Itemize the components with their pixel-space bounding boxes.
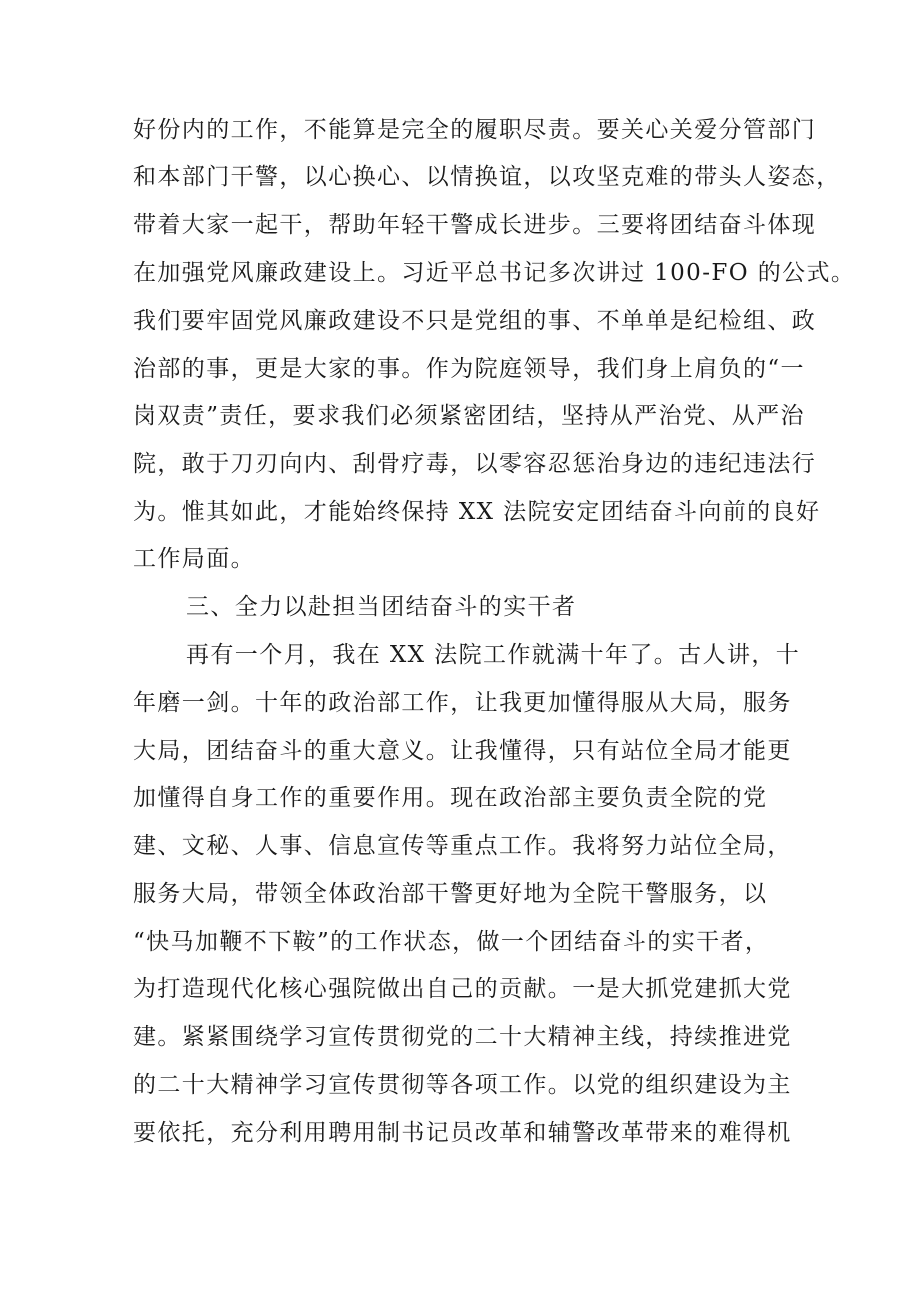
text-line: 和本部门干警，以心换心、以情换谊，以攻坚克难的带头人姿态， — [133, 164, 841, 190]
text-line: 在加强党风廉政建设上。习近平总书记多次讲过 100-FO 的公式。 — [133, 260, 856, 286]
text-line: 服务大局，带领全体政治部干警更好地为全院干警服务，以 — [133, 881, 768, 907]
text-line: “快马加鞭不下鞍”的工作状态，做一个团结奋斗的实干者， — [133, 929, 770, 955]
text-line: 大局，团结奋斗的重大意义。让我懂得，只有站位全局才能更 — [133, 738, 792, 764]
text-line: 工作局面。 — [133, 546, 255, 572]
text-line: 岗双责”责任，要求我们必须紧密团结，坚持从严治党、从严治 — [133, 403, 805, 429]
section-heading: 三、全力以赴担当团结奋斗的实干者 — [186, 594, 577, 620]
text-line: 再有一个月，我在 XX 法院工作就满十年了。古人讲，十 — [186, 642, 801, 668]
text-line: 院，敢于刀刃向内、刮骨疗毒，以零容忍惩治身边的违纪违法行 — [133, 451, 817, 477]
text-line: 建。紧紧围绕学习宣传贯彻党的二十大精神主线，持续推进党 — [133, 1024, 792, 1050]
text-line: 我们要牢固党风廉政建设不只是党组的事、不单单是纪检组、政 — [133, 308, 817, 334]
text-line: 治部的事，更是大家的事。作为院庭领导，我们身上肩负的“一 — [133, 356, 805, 382]
text-line: 加懂得自身工作的重要作用。现在政治部主要负责全院的党 — [133, 785, 768, 811]
text-line: 的二十大精神学习宣传贯彻等各项工作。以党的组织建设为主 — [133, 1072, 792, 1098]
text-line: 带着大家一起干，帮助年轻干警成长进步。三要将团结奋斗体现 — [133, 212, 817, 238]
text-line: 好份内的工作，不能算是完全的履职尽责。要关心关爱分管部门 — [133, 117, 817, 143]
text-line: 建、文秘、人事、信息宣传等重点工作。我将努力站位全局， — [133, 833, 792, 859]
text-line: 为。惟其如此，才能始终保持 XX 法院安定团结奋斗向前的良好 — [133, 499, 821, 525]
text-line: 年磨一剑。十年的政治部工作，让我更加懂得服从大局，服务 — [133, 690, 792, 716]
text-line: 要依托，充分利用聘用制书记员改革和辅警改革带来的难得机 — [133, 1120, 792, 1146]
text-line: 为打造现代化核心强院做出自己的贡献。一是大抓党建抓大党 — [133, 976, 792, 1002]
